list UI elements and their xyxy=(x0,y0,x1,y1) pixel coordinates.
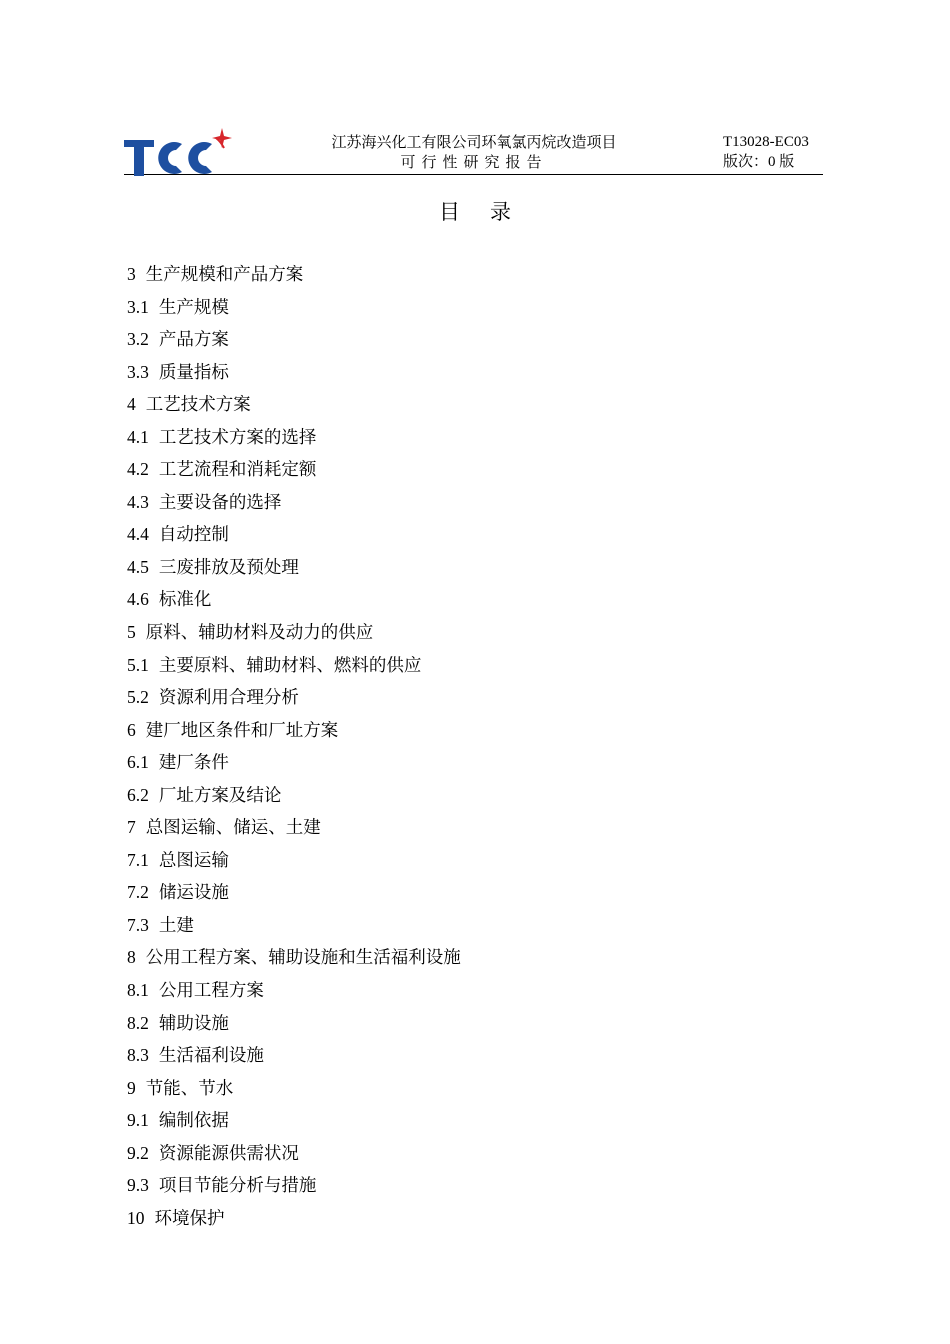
toc-item-text: 总图运输、储运、土建 xyxy=(145,818,321,839)
toc-item xyxy=(127,453,461,486)
toc-item xyxy=(127,486,461,519)
toc-item xyxy=(127,518,461,551)
toc-item xyxy=(127,1137,461,1170)
toc-item-number: 6 xyxy=(127,719,136,740)
toc-item-number: 3 xyxy=(127,264,136,284)
toc-item-text: 编制依据 xyxy=(158,1111,229,1132)
toc-item xyxy=(127,844,461,877)
toc-item-text: 建厂条件 xyxy=(158,753,229,774)
tcc-logo xyxy=(124,128,234,178)
toc-item-number: 8.1 xyxy=(127,980,149,1001)
toc-item xyxy=(127,388,461,421)
header-report-type: 可行性研究报告 xyxy=(400,153,548,171)
toc-item-number: 8.2 xyxy=(127,1012,149,1033)
toc-item xyxy=(127,1072,461,1105)
toc-item-number: 6.1 xyxy=(127,752,149,773)
toc-item-text: 生产规模 xyxy=(158,297,229,318)
toc-item-number: 10 xyxy=(127,1207,145,1228)
toc-item-text: 原料、辅助材料及动力的供应 xyxy=(145,623,374,644)
toc-item-number: 4.3 xyxy=(127,491,149,512)
toc-item xyxy=(127,681,461,714)
toc-item-number: 3.1 xyxy=(127,296,149,317)
header-doc-info xyxy=(723,132,823,172)
toc-item-number: 4.6 xyxy=(127,589,149,610)
toc-item-text: 资源能源供需状况 xyxy=(158,1143,299,1164)
toc-item xyxy=(127,421,461,454)
toc-item-text: 项目节能分析与措施 xyxy=(158,1176,317,1197)
toc-item-number: 4 xyxy=(127,394,136,415)
toc-item-text: 工艺技术方案的选择 xyxy=(158,427,317,448)
toc-item-text: 储运设施 xyxy=(158,883,229,904)
page-header xyxy=(124,126,823,175)
toc-item-number: 5 xyxy=(127,622,136,643)
toc-item xyxy=(127,1169,461,1202)
toc-item-text: 工艺技术方案 xyxy=(145,395,251,416)
toc-item xyxy=(127,583,461,616)
toc-item-text: 生活福利设施 xyxy=(158,1046,264,1067)
toc-item-text: 节能、节水 xyxy=(145,1078,234,1099)
toc-item-text: 质量指标 xyxy=(158,362,229,383)
toc-item-number: 7.1 xyxy=(127,849,149,870)
toc-item-text: 三废排放及预处理 xyxy=(158,557,299,578)
toc-item-number: 4.4 xyxy=(127,524,149,545)
toc-item-number: 3.2 xyxy=(127,329,149,350)
toc-item-text: 自动控制 xyxy=(158,525,229,546)
toc-item-number: 9 xyxy=(127,1077,136,1098)
toc-item xyxy=(127,941,461,974)
toc-item-number: 5.1 xyxy=(127,654,149,675)
toc-item-text: 厂址方案及结论 xyxy=(158,785,282,806)
toc-item xyxy=(127,649,461,682)
toc-item-number: 5.2 xyxy=(127,687,149,708)
toc-item-text: 生产规模和产品方案 xyxy=(145,265,304,285)
toc-item-number: 4.2 xyxy=(127,459,149,480)
toc-item-text: 建厂地区条件和厂址方案 xyxy=(145,720,339,741)
toc-item xyxy=(127,909,461,942)
toc-item-number: 3.3 xyxy=(127,361,149,382)
toc-item xyxy=(127,811,461,844)
toc-item-number: 8.3 xyxy=(127,1045,149,1066)
toc-item-text: 公用工程方案 xyxy=(158,981,264,1002)
toc-item xyxy=(127,551,461,584)
toc-item xyxy=(127,323,461,356)
toc-item-number: 9.3 xyxy=(127,1175,149,1196)
toc-item-number: 7.3 xyxy=(127,914,149,935)
toc-item-text: 标准化 xyxy=(158,590,212,611)
toc-item-number: 4.1 xyxy=(127,426,149,447)
toc-item-number: 9.1 xyxy=(127,1110,149,1131)
toc-item xyxy=(127,1202,461,1235)
toc-item xyxy=(127,714,461,747)
toc-item xyxy=(127,876,461,909)
toc-item xyxy=(127,356,461,389)
toc-item xyxy=(127,974,461,1007)
toc-item-text: 产品方案 xyxy=(158,330,229,351)
toc-item xyxy=(127,258,461,291)
toc-item xyxy=(127,1104,461,1137)
toc-item-text: 工艺流程和消耗定额 xyxy=(158,460,317,481)
toc-item-number: 7 xyxy=(127,817,136,838)
toc-item xyxy=(127,291,461,324)
toc-item-text: 辅助设施 xyxy=(158,1013,229,1034)
toc-item xyxy=(127,779,461,812)
header-company-project: 江苏海兴化工有限公司环氧氯丙烷改造项目 xyxy=(331,133,617,151)
page-title: 目录 xyxy=(439,200,541,224)
toc-item-text: 环境保护 xyxy=(154,1208,225,1229)
toc-item-text: 土建 xyxy=(158,915,194,936)
toc-item-number: 4.5 xyxy=(127,556,149,577)
header-title-block xyxy=(284,132,664,172)
toc-item-number: 7.2 xyxy=(127,882,149,903)
header-doc-code: T13028-EC03 xyxy=(723,134,809,150)
header-version: 版次：0 版 xyxy=(723,154,795,170)
toc-item xyxy=(127,616,461,649)
toc-item-number: 6.2 xyxy=(127,784,149,805)
toc-item-text: 主要原料、辅助材料、燃料的供应 xyxy=(158,655,422,676)
toc-item-text: 总图运输 xyxy=(158,850,229,871)
toc-item xyxy=(127,1039,461,1072)
toc-item-number: 9.2 xyxy=(127,1142,149,1163)
toc-item xyxy=(127,1007,461,1040)
toc-item-text: 主要设备的选择 xyxy=(158,492,282,513)
toc-item xyxy=(127,746,461,779)
toc-item-text: 资源利用合理分析 xyxy=(158,688,299,709)
table-of-contents xyxy=(127,258,461,1234)
toc-item-number: 8 xyxy=(127,947,136,968)
toc-item-text: 公用工程方案、辅助设施和生活福利设施 xyxy=(145,948,461,969)
